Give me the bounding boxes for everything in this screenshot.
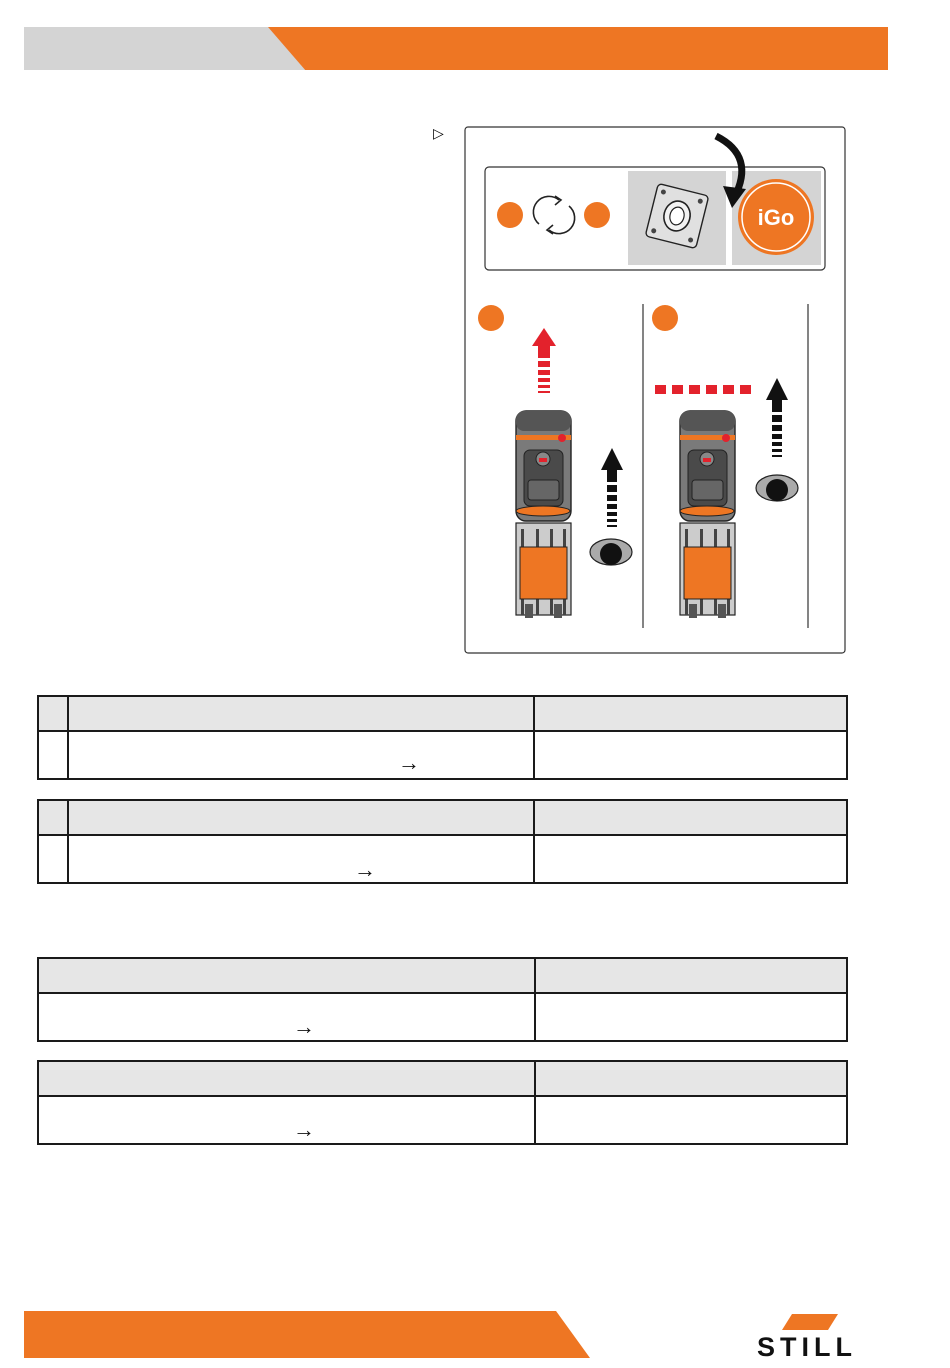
still-logo [726, 1306, 888, 1361]
igo-illustration [464, 126, 846, 654]
table-4 [37, 1060, 848, 1145]
table-cell [68, 800, 534, 835]
right-arrow-icon: → [293, 1117, 315, 1142]
table-cell [68, 731, 534, 779]
right-arrow-icon: → [354, 857, 376, 882]
table-cell [534, 696, 847, 731]
table-1 [37, 695, 848, 780]
table-2 [37, 799, 848, 884]
header-gray-bar [24, 27, 314, 70]
table-cell [68, 835, 534, 883]
table-cell [38, 800, 68, 835]
table-cell [68, 696, 534, 731]
forklift-truck-right [680, 411, 735, 618]
play-triangle-icon: ▷ [433, 125, 444, 141]
igo-logo-text: iGo [757, 205, 795, 230]
table-cell [38, 1096, 535, 1144]
header-orange-bar [268, 27, 888, 70]
forklift-truck-left [516, 411, 571, 618]
orange-marker-b [652, 305, 678, 331]
table-cell [38, 731, 68, 779]
table-cell [535, 993, 847, 1041]
orange-marker-1 [497, 202, 523, 228]
orange-marker-a [478, 305, 504, 331]
svg-text:STILL: STILL [757, 1332, 857, 1361]
table-cell [534, 800, 847, 835]
footer-orange-bar [24, 1311, 590, 1358]
table-cell [534, 731, 847, 779]
table-cell [38, 1061, 535, 1096]
table-cell [534, 835, 847, 883]
right-arrow-icon: → [398, 750, 420, 775]
operator-person-left [590, 539, 632, 565]
table-cell [38, 835, 68, 883]
table-cell [535, 1061, 847, 1096]
table-cell [38, 696, 68, 731]
table-3 [37, 957, 848, 1042]
operator-person-right [756, 475, 798, 501]
table-cell [38, 958, 535, 993]
table-cell [535, 958, 847, 993]
right-arrow-icon: → [293, 1014, 315, 1039]
table-cell [38, 993, 535, 1041]
orange-marker-2 [584, 202, 610, 228]
table-cell [535, 1096, 847, 1144]
